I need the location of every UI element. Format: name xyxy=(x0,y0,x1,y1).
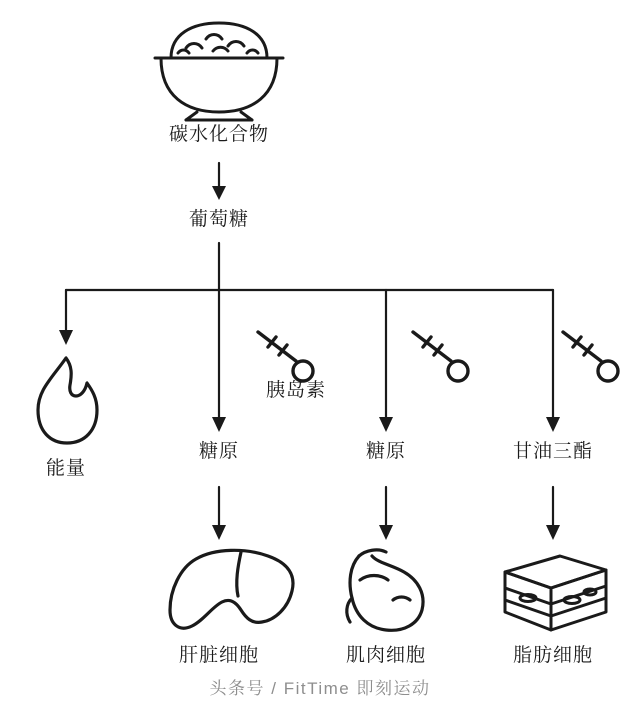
node-label-triglyceride: 甘油三酯 xyxy=(512,441,593,462)
node-label-glycogen-muscle: 糖原 xyxy=(365,441,406,462)
node-label-glucose: 葡萄糖 xyxy=(188,209,249,230)
node-label-carbohydrate: 碳水化合物 xyxy=(168,124,269,145)
node-label-fat-cell: 脂肪细胞 xyxy=(512,645,593,666)
node-label-glycogen-liver: 糖原 xyxy=(198,441,239,462)
node-label-energy: 能量 xyxy=(45,458,86,479)
node-label-liver-cell: 肝脏细胞 xyxy=(178,645,259,666)
watermark-text: 头条号 / FitTime 即刻运动 xyxy=(209,679,431,698)
node-label-muscle-cell: 肌肉细胞 xyxy=(345,645,426,666)
node-label-insulin: 胰岛素 xyxy=(265,380,326,401)
